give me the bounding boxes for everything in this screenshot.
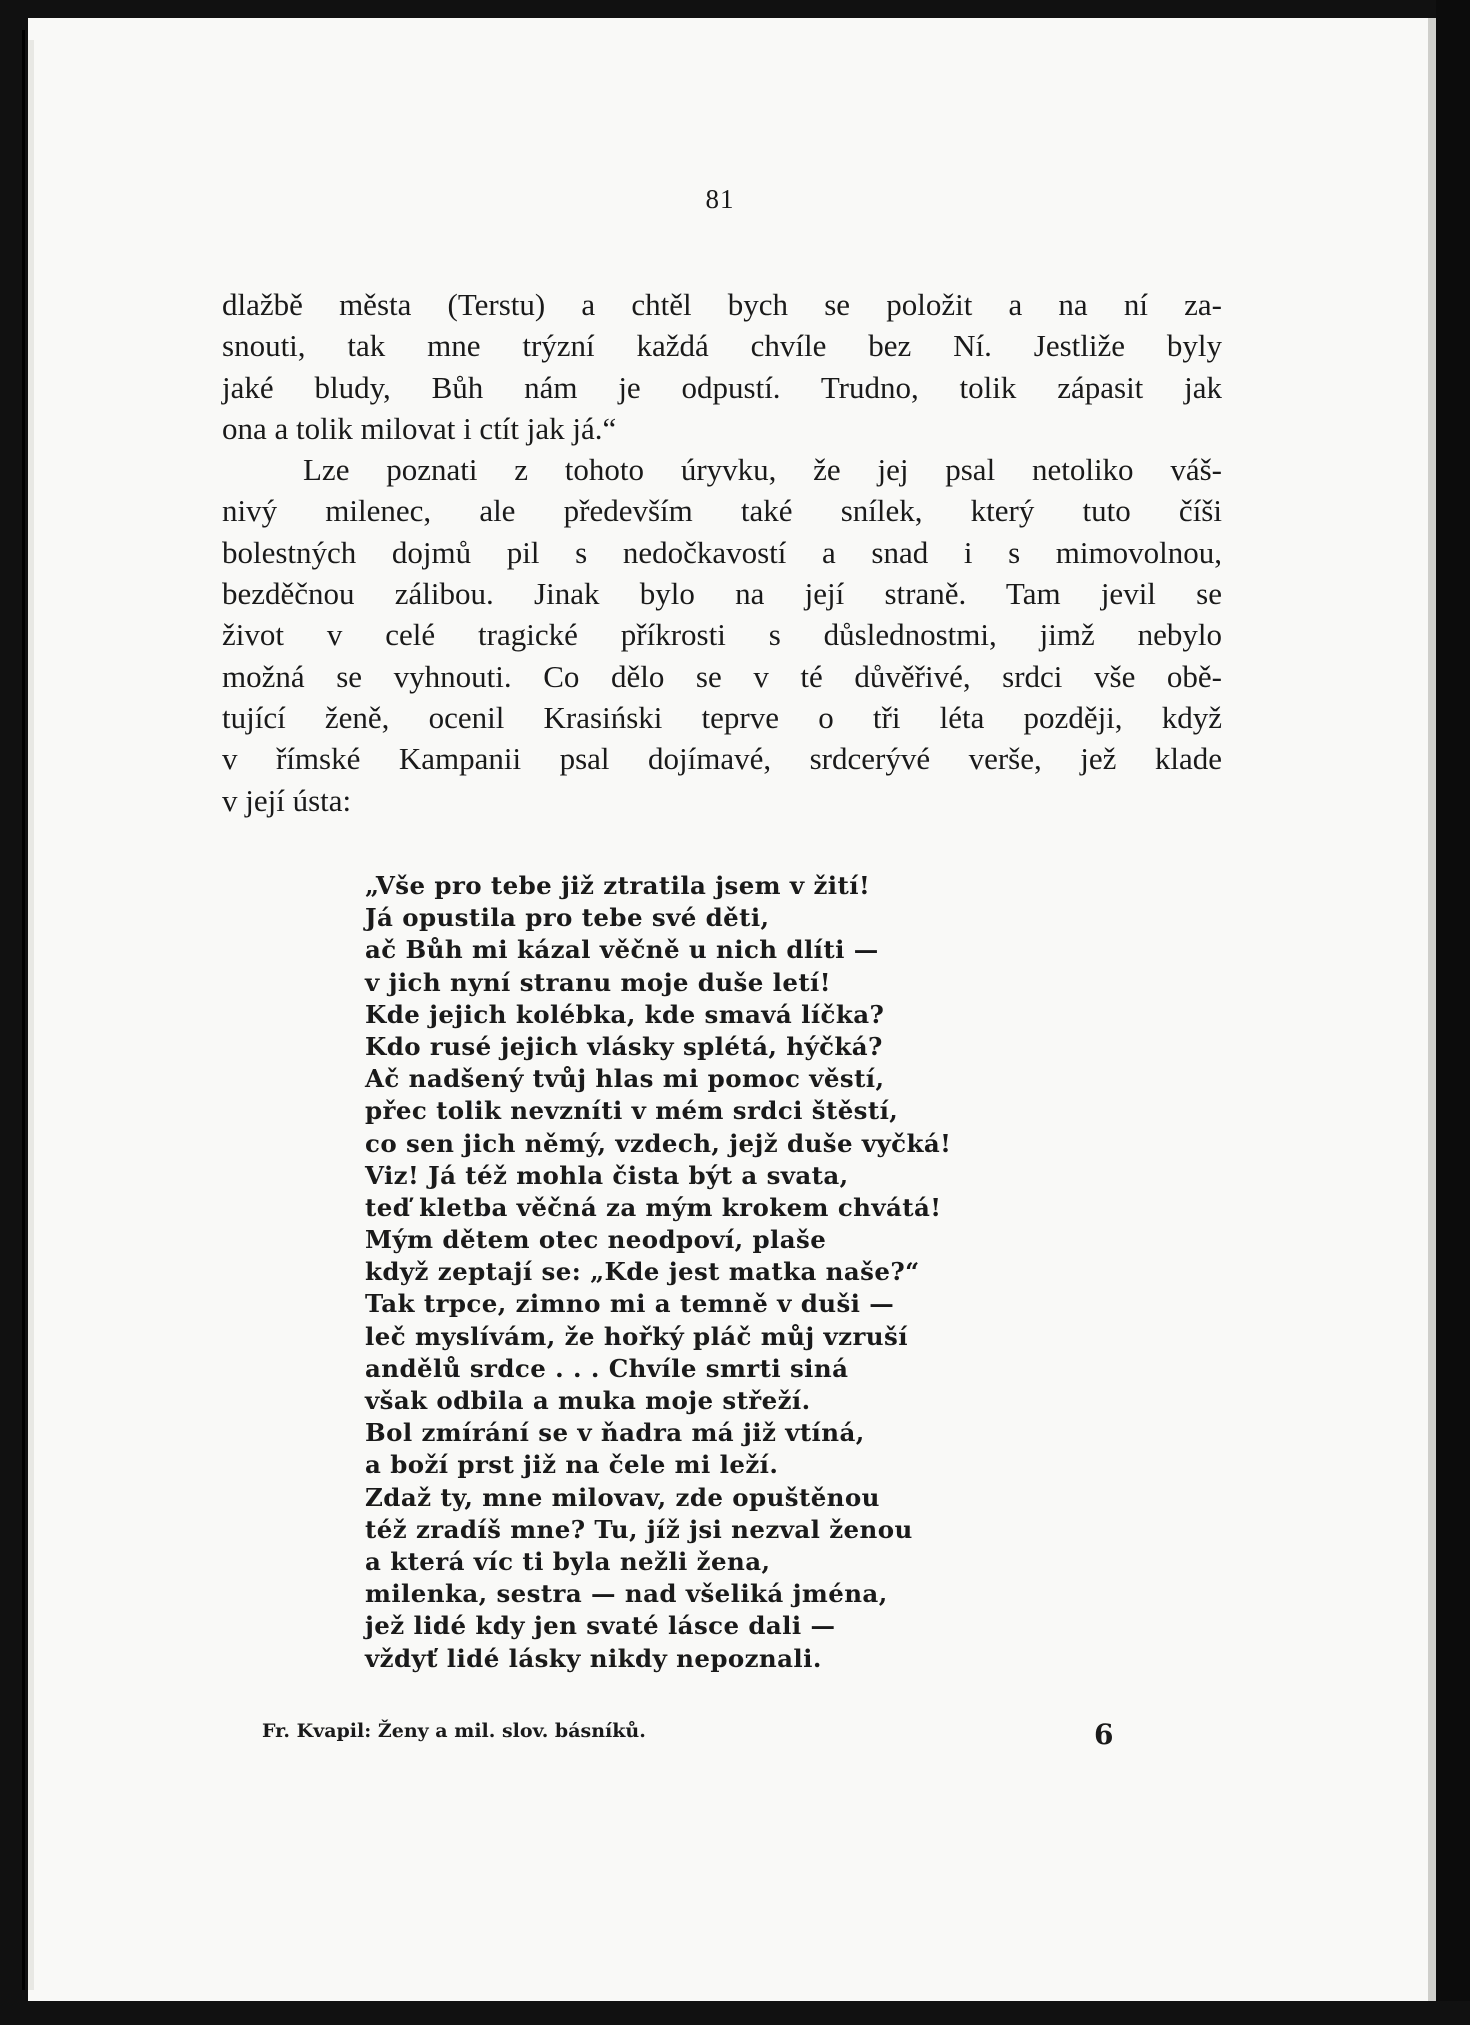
- poem-line: andělů srdce . . . Chvíle smrti siná: [365, 1353, 849, 1383]
- poem-line: a boží prst již na čele mi leží.: [365, 1450, 779, 1480]
- prose-line: ona a tolik milovat i ctít jak já.“: [222, 410, 617, 446]
- page-number: 81: [705, 184, 735, 214]
- poem-line: v jich nyní stranu moje duše letí!: [365, 967, 831, 997]
- prose-line: jaké bludy, Bůh nám je odpustí. Trudno, tolik zápasit jak: [222, 369, 1222, 405]
- poem-line: však odbila a muka moje střeží.: [365, 1386, 811, 1415]
- poem-block: [365, 870, 1065, 1675]
- poem-line: leč myslívám, že hořký pláč můj vzruší: [365, 1321, 908, 1351]
- prose-paragraphs: [222, 284, 1222, 821]
- poem-line: vždyť lidé lásky nikdy nepoznali.: [365, 1643, 822, 1673]
- prose-line: bolestných dojmů pil s nedočkavostí a snad i s mimovolnou,: [222, 534, 1222, 570]
- poem-line: Tak trpce, zimno mi a temně v duši —: [365, 1289, 895, 1319]
- poem-line: Kde jejich kolébka, kde smavá líčka?: [365, 999, 885, 1029]
- poem-line: jež lidé kdy jen svaté lásce dali —: [365, 1611, 836, 1641]
- poem-line: přec tolik nevzníti v mém srdci štěstí,: [365, 1096, 899, 1126]
- signature-mark: 6: [1094, 1718, 1114, 1751]
- poem-line: Bol zmírání se v ňadra má již vtíná,: [365, 1418, 865, 1448]
- footer-credit: Fr. Kvapil: Ženy a mil. slov. básníků.: [262, 1720, 646, 1742]
- scan-border-right: [1436, 0, 1470, 2025]
- poem-line: „Vše pro tebe již ztratila jsem v žití!: [365, 871, 871, 900]
- prose-line: Lze poznati z tohoto úryvku, že jej psal netoliko váš-: [303, 452, 1222, 488]
- book-spine-line: [22, 30, 25, 1990]
- prose-line: tující ženě, ocenil Krasiński teprve o tři léta později, když: [222, 699, 1222, 735]
- page-gutter: [28, 40, 34, 1990]
- scan-border-bottom: [0, 2001, 1470, 2025]
- prose-line: bezděčnou zálibou. Jinak bylo na její straně. Tam jevil se: [222, 576, 1222, 612]
- poem-line: když zeptají se: „Kde jest matka naše?“: [365, 1257, 920, 1287]
- prose-line: nivý milenec, ale především také snílek, který tuto číši: [222, 493, 1222, 529]
- poem-line: Viz! Já též mohla čista být a svata,: [365, 1160, 849, 1190]
- poem-line: Kdo rusé jejich vlásky splétá, hýčká?: [365, 1031, 883, 1061]
- scan-border-top: [0, 0, 1470, 18]
- prose-line: v římské Kampanii psal dojímavé, srdcerývé verše, jež klade: [222, 741, 1222, 777]
- poem-line: též zradíš mne? Tu, jíž jsi nezval ženou: [365, 1514, 913, 1544]
- poem-line: Mým dětem otec neodpoví, plaše: [365, 1225, 827, 1255]
- prose-line: dlažbě města (Terstu) a chtěl bych se položit a na ní za-: [222, 287, 1222, 322]
- poem-line: co sen jich němý, vzdech, jejž duše vyčká!: [365, 1128, 952, 1158]
- prose-line: možná se vyhnouti. Co dělo se v té důvěřivé, srdci vše obě-: [222, 658, 1222, 694]
- poem-line: ač Bůh mi kázal věčně u nich dlíti —: [365, 935, 879, 965]
- poem-line: a která víc ti byla nežli žena,: [365, 1546, 771, 1576]
- poem-line: Ač nadšený tvůj hlas mi pomoc věstí,: [365, 1064, 885, 1094]
- poem-line: milenka, sestra — nad všeliká jména,: [365, 1579, 888, 1609]
- prose-line: život v celé tragické příkrosti s důslednostmi, jimž nebylo: [222, 617, 1222, 653]
- poem-line: Já opustila pro tebe své děti,: [365, 903, 770, 933]
- prose-line: snouti, tak mne trýzní každá chvíle bez Ní. Jestliže byly: [222, 328, 1222, 364]
- prose-line: v její ústa:: [222, 782, 352, 818]
- poem-line: Zdaž ty, mne milovav, zde opuštěnou: [365, 1482, 880, 1512]
- page-edge-shadow: [1428, 18, 1436, 2018]
- poem-line: teď kletba věčná za mým krokem chvátá!: [365, 1192, 942, 1222]
